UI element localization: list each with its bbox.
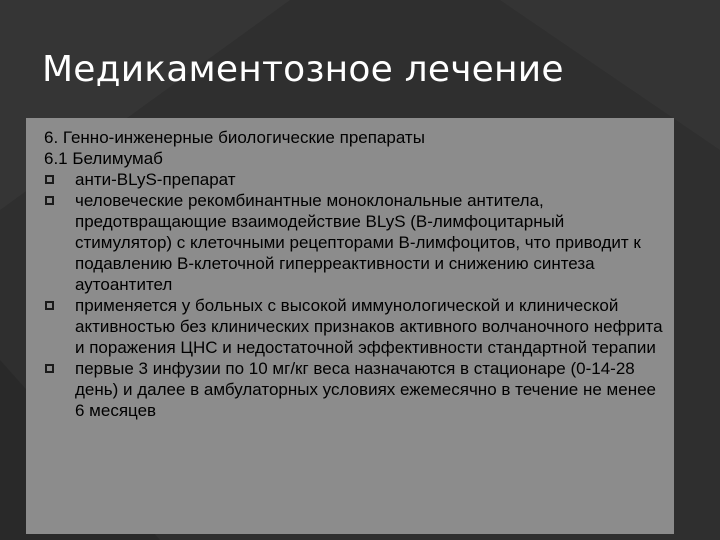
list-item-heading <box>44 127 666 148</box>
checkbox-square-icon <box>45 175 54 184</box>
checkbox-square-icon <box>45 196 54 205</box>
checkbox-square-icon <box>45 301 54 310</box>
list-item <box>44 358 666 421</box>
list-item-text: 6.1 Белимумаб <box>44 149 163 168</box>
list-item <box>44 295 666 358</box>
list-item-subheading <box>44 148 666 169</box>
list-item-text: 6. Генно-инженерные биологические препараты <box>44 128 425 147</box>
list-item-text: человеческие рекомбинантные моноклональные антитела, предотвращающие взаимодействие BLyS (В-лимфоцитарный стимулятор) с клеточными рецепторами В-лимфоцитов, что приводит к подавлению В-клеточной гиперреактивности и снижению синтеза аутоантител <box>75 191 641 294</box>
slide-title: Медикаментозное лечение <box>42 49 564 90</box>
content-list <box>44 127 666 421</box>
list-item <box>44 169 666 190</box>
list-item <box>44 190 666 295</box>
list-item-text: анти-BLyS-препарат <box>75 170 236 189</box>
list-item-text: применяется у больных с высокой иммунологической и клинической активностью без клинических признаков активного волчаночного нефрита и поражения ЦНС и недостаточной эффективности стандартной терапии <box>75 296 663 357</box>
list-item-text: первые 3 инфузии по 10 мг/кг веса назначаются в стационаре (0-14-28 день) и далее в амбулаторных условиях ежемесячно в течение не менее 6 месяцев <box>75 359 656 420</box>
checkbox-square-icon <box>45 364 54 373</box>
